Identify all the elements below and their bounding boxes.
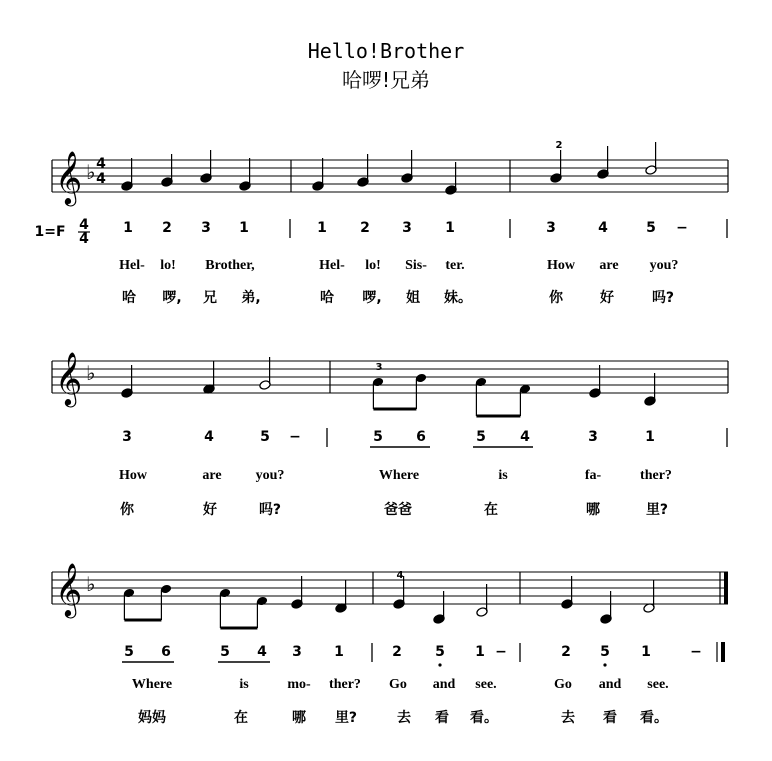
chinese-lyric: 里? (334, 710, 358, 726)
numbered-note: 3 (122, 429, 132, 445)
quarter-note (401, 150, 413, 183)
numbered-note: 5 (646, 220, 656, 236)
numbered-note: 6 (416, 429, 426, 445)
english-lyric: How (547, 258, 575, 273)
english-lyric: Hel- (319, 258, 345, 273)
numbered-note: − (495, 644, 507, 660)
quarter-note (335, 580, 347, 613)
english-lyric: ther? (640, 468, 672, 483)
english-lyric: you? (649, 258, 679, 273)
english-lyric: lo! (160, 258, 176, 273)
flat-key-signature-icon: ♭ (86, 160, 96, 184)
english-lyric: ter. (445, 258, 465, 273)
staff-1 (52, 150, 728, 206)
english-lyric: Go (389, 677, 407, 692)
numbered-note: 5 (476, 429, 486, 445)
english-lyric: Go (554, 677, 572, 692)
flat-key-signature-icon: ♭ (86, 361, 96, 385)
chinese-lyric: 你 (120, 502, 134, 518)
quarter-note (161, 154, 173, 187)
treble-clef-icon: 𝄞 (55, 351, 83, 405)
numbered-note: − (690, 644, 702, 660)
quarter-note (203, 361, 215, 394)
english-lyric: lo! (365, 258, 381, 273)
numbered-note: 2 (360, 220, 370, 236)
eighth-note-pair (372, 373, 427, 409)
chinese-lyric: 在 (234, 710, 248, 726)
english-lyric: How (119, 468, 147, 483)
english-lyric: Sis- (405, 258, 427, 273)
numbered-note: 1 (239, 220, 249, 236)
chinese-lyric: 啰, (362, 290, 382, 306)
chinese-lyric: 妈妈 (138, 710, 166, 726)
flat-key-signature-icon: ♭ (86, 572, 96, 596)
chinese-lyric: 里? (645, 502, 669, 518)
english-lyric: is (239, 677, 249, 692)
numbered-note: 5 (260, 429, 270, 445)
numbered-note: 1 (641, 644, 651, 660)
english-lyric: you? (255, 468, 285, 483)
numbered-note: − (289, 429, 301, 445)
chinese-lyric: 去 (397, 710, 411, 726)
english-lyric: Where (131, 677, 173, 692)
chinese-lyric: 哪 (292, 710, 306, 726)
fingering-number: 4 (396, 570, 404, 581)
quarter-note (550, 150, 562, 183)
english-lyric: see. (475, 677, 497, 692)
numbered-note: 4 (598, 220, 608, 236)
half-note (645, 142, 657, 175)
english-lyric: Where (378, 468, 420, 483)
quarter-note (589, 365, 601, 398)
chinese-lyric: 哪 (586, 502, 600, 518)
chinese-lyric: 你 (549, 290, 563, 306)
chinese-lyric: 兄 (203, 290, 217, 306)
chinese-lyric: 在 (484, 502, 498, 518)
numbered-note: 3 (201, 220, 211, 236)
eighth-note-pair (219, 588, 268, 628)
english-lyric: mo- (287, 677, 311, 692)
numbered-time-bottom: 4 (79, 231, 89, 247)
half-note (643, 580, 655, 613)
english-lyric: Brother, (205, 258, 255, 273)
numbered-note: 4 (204, 429, 214, 445)
chinese-lyric: 好 (600, 290, 614, 306)
english-lyric: see. (647, 677, 669, 692)
time-signature-bottom: 4 (96, 171, 106, 187)
english-lyric: Hel- (119, 258, 145, 273)
half-note (259, 357, 271, 390)
numbered-note: 3 (402, 220, 412, 236)
numbered-note: 1 (445, 220, 455, 236)
quarter-note (121, 158, 133, 191)
english-lyric: and (598, 677, 622, 692)
numbered-note: 6 (161, 644, 171, 660)
english-lyric: are (202, 468, 222, 483)
quarter-note (312, 158, 324, 191)
numbered-note: − (676, 220, 688, 236)
numbered-note: 1 (317, 220, 327, 236)
chinese-lyric: 看。 (640, 710, 668, 726)
numbered-note: 3 (292, 644, 302, 660)
treble-clef-icon: 𝄞 (55, 150, 83, 204)
numbered-note: 5 (600, 644, 610, 660)
chinese-lyric: 姐 (406, 290, 420, 306)
fingering-number: 2 (555, 140, 563, 151)
chinese-lyric: 啰, (162, 290, 182, 306)
numbered-note: 2 (162, 220, 172, 236)
time-signature-top: 4 (96, 156, 106, 172)
english-lyric: are (599, 258, 619, 273)
numbered-note: 1 (645, 429, 655, 445)
half-note (476, 584, 488, 617)
quarter-note (200, 150, 212, 183)
chinese-lyric: 看 (603, 710, 617, 726)
staff-2 (52, 351, 728, 407)
numbered-note: 3 (588, 429, 598, 445)
numbered-note: 3 (546, 220, 556, 236)
eighth-note-pair (123, 584, 172, 620)
chinese-lyric: 好 (203, 502, 217, 518)
english-lyric: is (498, 468, 508, 483)
english-lyric: and (432, 677, 456, 692)
numbered-note: 1 (123, 220, 133, 236)
key-signature: 1=F (34, 224, 66, 240)
numbered-time-top: 4 (79, 217, 89, 233)
quarter-note (597, 146, 609, 179)
numbered-note: 5 (435, 644, 445, 660)
treble-clef-icon: 𝄞 (55, 562, 83, 616)
chinese-lyric: 吗? (258, 502, 282, 518)
numbered-note: 1 (475, 644, 485, 660)
octave-dot (438, 663, 441, 666)
eighth-note-pair (475, 377, 531, 416)
english-lyric: ther? (329, 677, 361, 692)
numbered-note: 2 (392, 644, 402, 660)
chinese-lyric: 看。 (470, 710, 498, 726)
chinese-lyric: 去 (561, 710, 575, 726)
chinese-lyric: 看 (435, 710, 449, 726)
numbered-note: 5 (124, 644, 134, 660)
chinese-lyric: 吗? (651, 290, 675, 306)
english-lyric: fa- (584, 468, 602, 483)
final-bar-thick (724, 572, 728, 604)
quarter-note (445, 162, 457, 195)
numbered-note: 5 (373, 429, 383, 445)
song-title-chinese: 哈啰!兄弟 (341, 68, 431, 92)
song-title: Hello!Brother (307, 39, 465, 63)
chinese-lyric: 妹。 (444, 290, 472, 306)
numbered-note: 1 (334, 644, 344, 660)
quarter-note (239, 158, 251, 191)
octave-dot (603, 663, 606, 666)
numbered-note: 5 (220, 644, 230, 660)
quarter-note (291, 576, 303, 609)
numbered-final-bar-thick (721, 642, 725, 662)
chinese-lyric: 爸爸 (384, 502, 412, 518)
quarter-note (561, 576, 573, 609)
numbered-note: 2 (561, 644, 571, 660)
quarter-note (357, 154, 369, 187)
numbered-note: 4 (520, 429, 530, 445)
quarter-note (644, 373, 656, 406)
fingering-number: 3 (375, 362, 383, 373)
quarter-note (121, 365, 133, 398)
chinese-lyric: 弟, (241, 290, 261, 306)
numbered-note: 4 (257, 644, 267, 660)
chinese-lyric: 哈 (320, 290, 334, 306)
chinese-lyric: 哈 (122, 290, 136, 306)
quarter-note (393, 576, 405, 609)
staff-3 (52, 562, 728, 618)
